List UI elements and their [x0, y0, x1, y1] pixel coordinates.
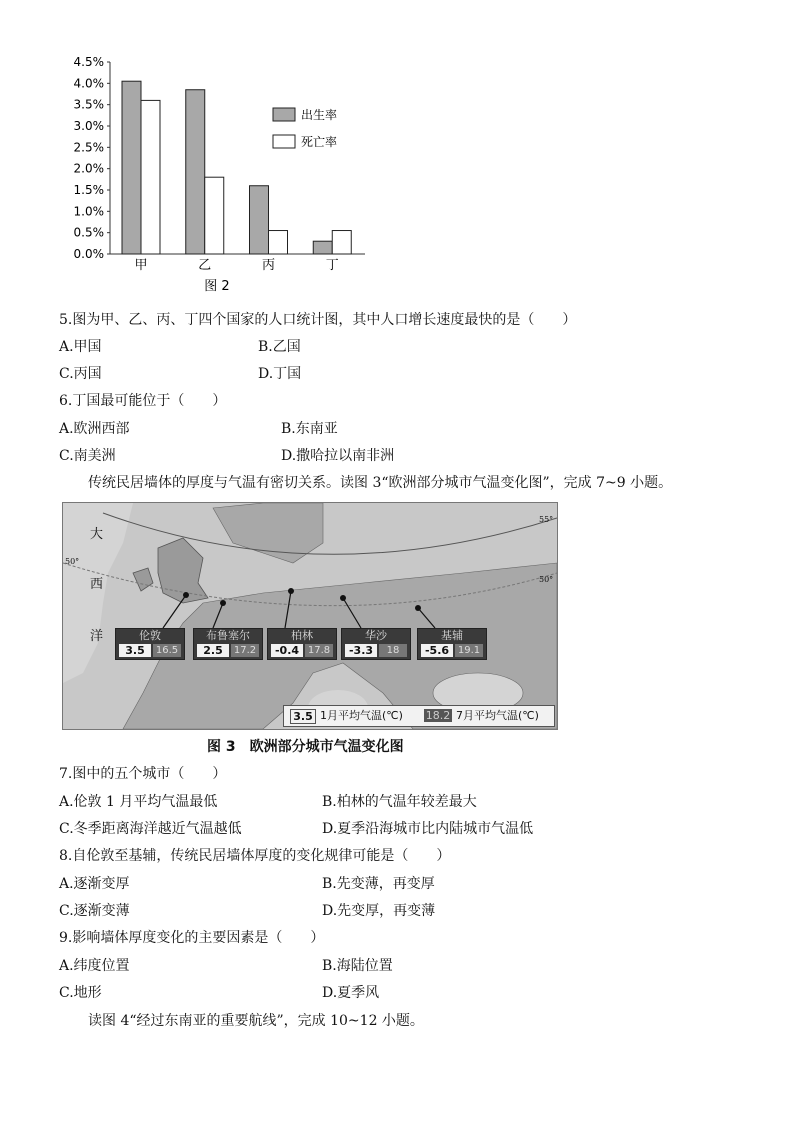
x-axis — [134, 258, 338, 273]
bar-birth-1 — [186, 90, 205, 254]
latitude-50-label: 50° — [539, 575, 554, 584]
y-tick-label: 2.0% — [73, 161, 104, 176]
q9-option-d[interactable]: D.夏季风 — [322, 985, 380, 1001]
ocean-label-1: 大 — [90, 527, 104, 542]
chart-legend — [273, 107, 337, 149]
legend-jan-label: 1月平均气温(℃) — [320, 709, 403, 722]
city-box-warsaw — [341, 628, 411, 660]
legend-label: 出生率 — [301, 108, 338, 122]
x-tick-label: 甲 — [134, 258, 148, 273]
city-box-london — [115, 628, 185, 660]
intro-paragraph-10-12: 读图 4“经过东南亚的重要航线”，完成 10~12 小题。 — [88, 1013, 424, 1029]
q5-option-b[interactable]: B.乙国 — [258, 339, 301, 355]
bar-death-2 — [269, 231, 288, 254]
q7-option-b[interactable]: B.柏林的气温年较差最大 — [322, 794, 477, 810]
x-tick-label: 乙 — [198, 258, 212, 273]
q8-option-b[interactable]: B.先变薄，再变厚 — [322, 876, 435, 892]
city-box-brussels — [193, 628, 263, 660]
y-tick-label: 3.0% — [73, 119, 104, 133]
q9-option-c[interactable]: C.地形 — [59, 985, 102, 1001]
y-tick-label: 4.5% — [73, 55, 104, 69]
y-tick-label: 1.5% — [73, 183, 104, 197]
q8-option-c[interactable]: C.逐渐变薄 — [59, 903, 130, 919]
bar-death-0 — [141, 100, 160, 254]
legend-jul-sample: 18.2 — [425, 709, 451, 722]
city-name: 布鲁塞尔 — [206, 629, 250, 642]
y-tick-label: 4.0% — [73, 76, 104, 91]
bar-birth-3 — [313, 241, 332, 254]
city-name: 华沙 — [365, 629, 387, 642]
q5-option-c[interactable]: C.丙国 — [59, 366, 102, 382]
question-9-stem: 9.影响墙体厚度变化的主要因素是（ ） — [59, 930, 325, 946]
city-jul-temp: 17.8 — [305, 644, 333, 657]
map-background — [63, 503, 557, 729]
chart-title: 图 2 — [204, 279, 230, 294]
q9-option-b[interactable]: B.海陆位置 — [322, 958, 393, 974]
x-tick-label: 丙 — [261, 258, 276, 273]
q7-option-a[interactable]: A.伦敦 1 月平均气温最低 — [59, 794, 218, 810]
europe-temperature-map — [62, 502, 558, 730]
legend-label: 死亡率 — [301, 135, 338, 149]
y-tick-label: 3.5% — [73, 97, 104, 112]
q5-option-a[interactable]: A.甲国 — [59, 339, 102, 355]
legend-swatch — [273, 108, 295, 121]
q6-option-c[interactable]: C.南美洲 — [59, 448, 116, 464]
city-jul-temp: 17.2 — [231, 644, 259, 657]
q8-option-d[interactable]: D.先变厚，再变薄 — [322, 903, 436, 919]
q7-option-c[interactable]: C.冬季距离海洋越近气温越低 — [59, 821, 242, 837]
q6-option-a[interactable]: A.欧洲西部 — [59, 421, 130, 437]
city-name: 伦敦 — [139, 629, 161, 642]
ocean-label-3: 洋 — [90, 629, 104, 644]
q5-option-d[interactable]: D.丁国 — [258, 366, 302, 382]
legend-swatch — [273, 135, 295, 148]
question-8-stem: 8.自伦敦至基辅，传统民居墙体厚度的变化规律可能是（ ） — [59, 848, 451, 864]
city-jul-temp: 16.5 — [153, 644, 181, 657]
latitude-55-label: 55° — [539, 515, 554, 524]
y-tick-label: 0.0% — [73, 247, 104, 261]
q6-option-b[interactable]: B.东南亚 — [281, 421, 338, 437]
q7-option-d[interactable]: D.夏季沿海城市比内陆城市气温低 — [322, 821, 534, 837]
question-7-stem: 7.图中的五个城市（ ） — [59, 766, 227, 782]
y-tick-label: 2.5% — [73, 140, 104, 155]
city-box-berlin — [267, 628, 337, 660]
question-6-stem: 6.丁国最可能位于（ ） — [59, 393, 227, 409]
bar-death-3 — [332, 231, 351, 254]
question-5-stem: 5.图为甲、乙、丙、丁四个国家的人口统计图，其中人口增长速度最快的是（ ） — [59, 312, 577, 328]
legend-jan-sample: 3.5 — [290, 709, 316, 724]
city-jul-temp: 18 — [379, 644, 407, 657]
bar-birth-2 — [250, 186, 269, 254]
city-jan-temp: -0.4 — [271, 644, 303, 657]
bar-birth-0 — [122, 81, 141, 254]
q8-option-a[interactable]: A.逐渐变厚 — [59, 876, 130, 892]
legend-jul-label: 7月平均气温(℃) — [456, 709, 539, 722]
map-legend — [283, 705, 555, 727]
city-jan-temp: 3.5 — [119, 644, 151, 657]
city-jul-temp: 19.1 — [455, 644, 483, 657]
q6-option-d[interactable]: D.撒哈拉以南非洲 — [281, 448, 395, 464]
ocean-label-2: 西 — [90, 577, 104, 592]
y-tick-label: 0.5% — [73, 225, 104, 240]
city-jan-temp: -5.6 — [421, 644, 453, 657]
bar-death-1 — [205, 177, 224, 254]
x-tick-label: 丁 — [325, 258, 339, 273]
city-name: 柏林 — [291, 629, 313, 642]
y-tick-label: 1.0% — [73, 204, 104, 219]
latitude-50-left-label: 50° — [65, 557, 80, 566]
q9-option-a[interactable]: A.纬度位置 — [59, 958, 130, 974]
city-name: 基辅 — [441, 629, 463, 642]
population-bar-chart — [55, 52, 375, 302]
city-jan-temp: -3.3 — [345, 644, 377, 657]
city-box-kyiv — [417, 628, 487, 660]
city-jan-temp: 2.5 — [197, 644, 229, 657]
intro-paragraph-7-9: 传统民居墙体的厚度与气温有密切关系。读图 3“欧洲部分城市气温变化图”，完成 7~9 小题。 — [88, 475, 673, 491]
figure-3-caption: 图 3 欧洲部分城市气温变化图 — [207, 739, 404, 755]
